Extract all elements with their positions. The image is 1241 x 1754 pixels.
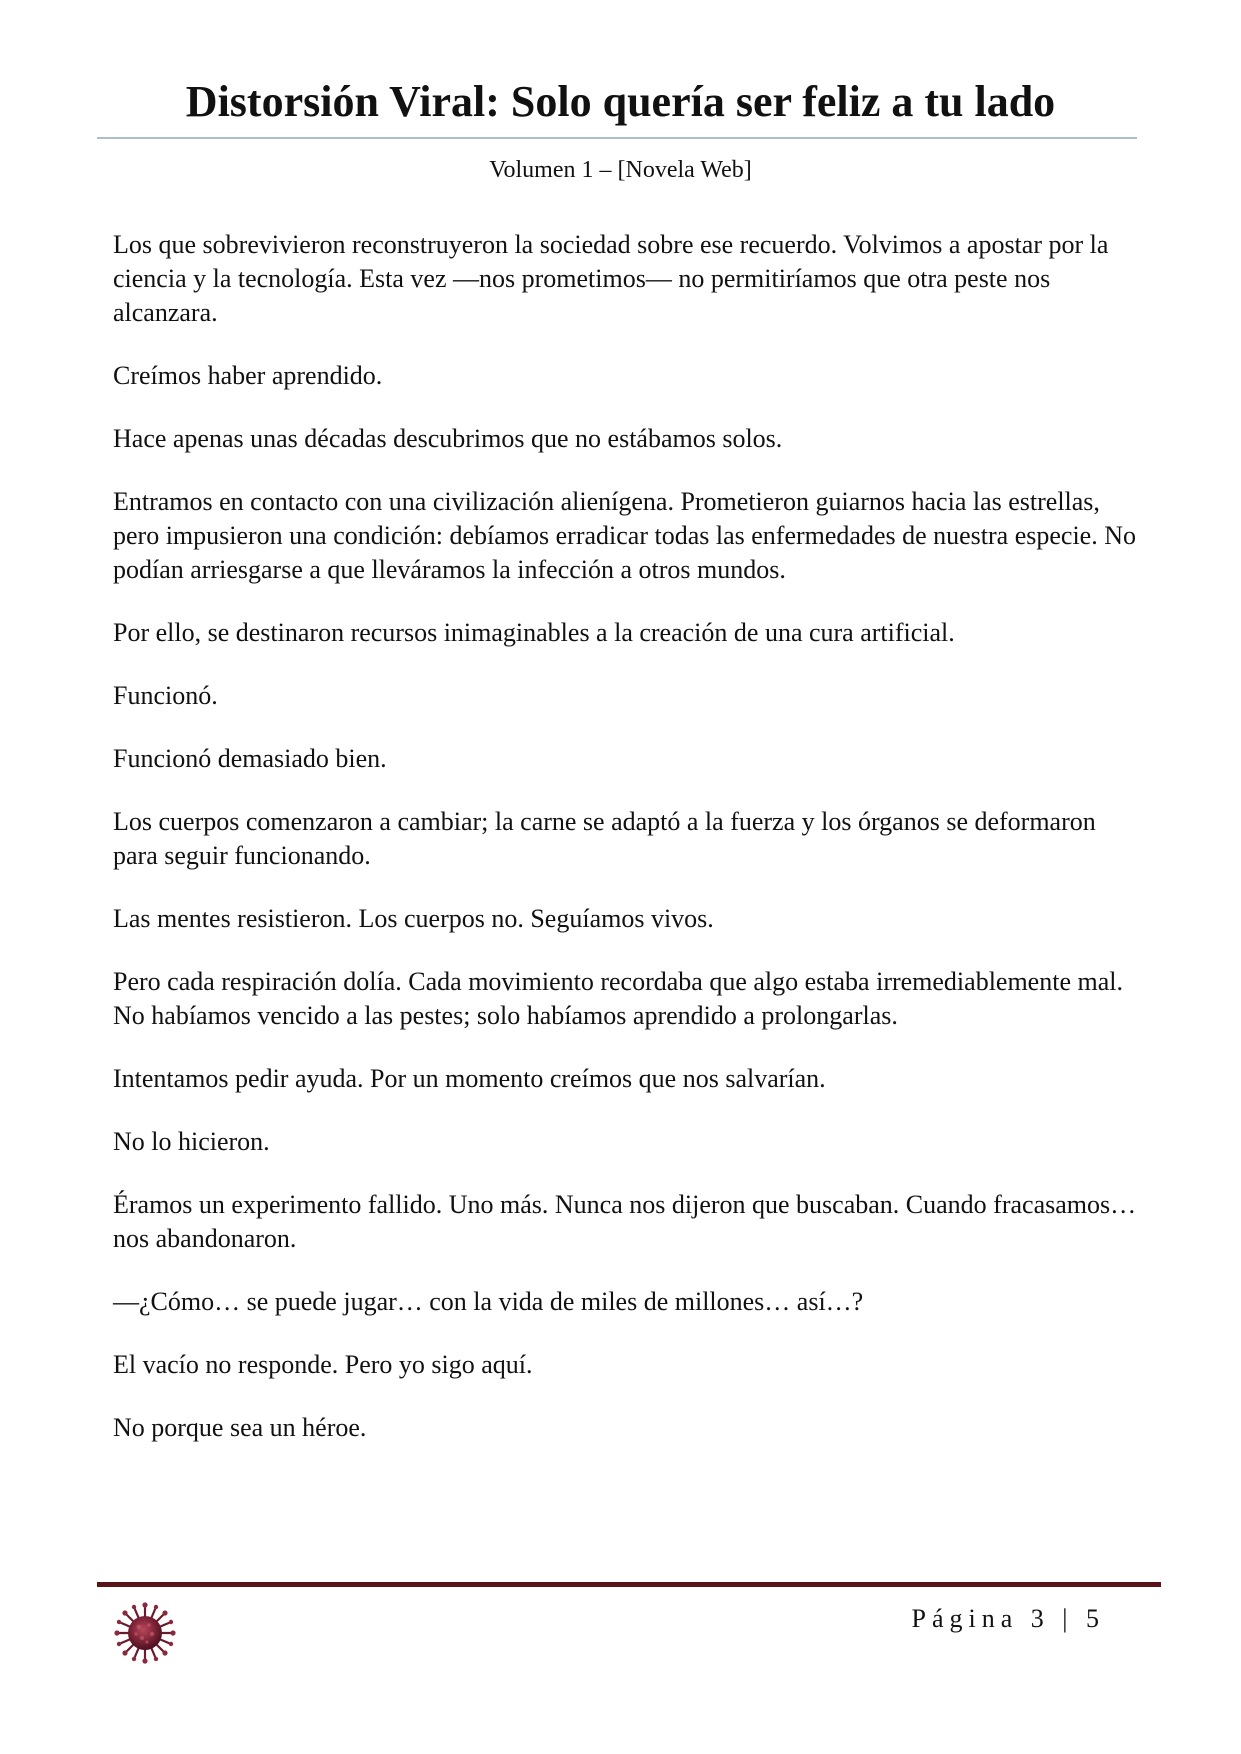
- paragraph: Funcionó.: [113, 681, 218, 710]
- page-title: Distorsión Viral: Solo quería ser feliz a tu lado: [185, 77, 1056, 126]
- page-number: Página 3 | 5: [911, 1604, 1105, 1633]
- paragraph: Hace apenas unas décadas descubrimos que no estábamos solos.: [113, 424, 783, 453]
- paragraph: Pero cada respiración dolía. Cada movimiento recordaba que algo estaba irremediablemente mal. No habíamos vencido a las pestes; solo habíamos aprendido a prolongarlas.: [113, 967, 1123, 1030]
- paragraph: Entramos en contacto con una civilización alienígena. Prometieron guiarnos hacia las estrellas, pero impusieron una condición: debíamos erradicar todas las enfermedades de nuestra especie. No podían arriesgarse a que lleváramos la infección a otros mundos.: [113, 487, 1137, 584]
- paragraph: Los que sobrevivieron reconstruyeron la sociedad sobre ese recuerdo. Volvimos a apostar por la ciencia y la tecnología. Esta vez —nos prometimos— no permitiríamos que otra peste nos alcanzara.: [113, 230, 1109, 327]
- paragraph: Por ello, se destinaron recursos inimaginables a la creación de una cura artificial.: [113, 618, 955, 647]
- volume-subtitle: Volumen 1 – [Novela Web]: [489, 157, 752, 183]
- paragraph: Éramos un experimento fallido. Uno más. Nunca nos dijeron que buscaban. Cuando fracasamos… nos abandonaron.: [113, 1190, 1137, 1253]
- paragraph: Los cuerpos comenzaron a cambiar; la carne se adaptó a la fuerza y los órganos se deformaron para seguir funcionando.: [113, 807, 1096, 870]
- body-text: [113, 228, 1138, 1474]
- paragraph: No lo hicieron.: [113, 1127, 270, 1156]
- paragraph: No porque sea un héroe.: [113, 1413, 367, 1442]
- paragraph: —¿Cómo… se puede jugar… con la vida de miles de millones… así…?: [113, 1287, 864, 1316]
- paragraph: Creímos haber aprendido.: [113, 361, 383, 390]
- footer-divider: [97, 1582, 1161, 1587]
- paragraph: El vacío no responde. Pero yo sigo aquí.: [113, 1350, 533, 1379]
- paragraph: Las mentes resistieron. Los cuerpos no. Seguíamos vivos.: [113, 904, 714, 933]
- virus-icon: [112, 1601, 178, 1665]
- paragraph: Funcionó demasiado bien.: [113, 744, 387, 773]
- title-divider: [97, 137, 1137, 139]
- paragraph: Intentamos pedir ayuda. Por un momento creímos que nos salvarían.: [113, 1064, 826, 1093]
